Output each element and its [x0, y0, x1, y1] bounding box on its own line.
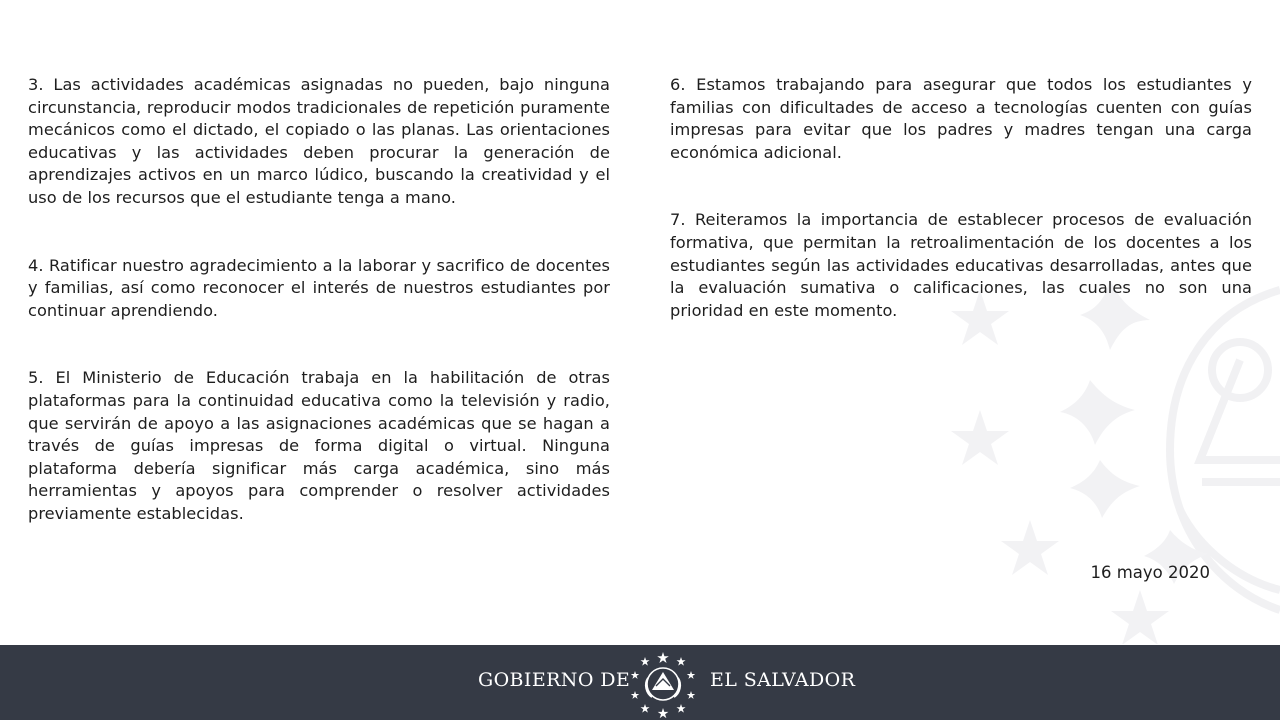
- paragraph-6: 6. Estamos trabajando para asegurar que todos los estudiantes y familias con dificultades de acceso a tecnologías cuenten con guías impresas para evitar que los padres y madres tengan una carga económica adicional.: [670, 75, 1252, 162]
- paragraph-4: 4. Ratificar nuestro agradecimiento a la laborar y sacrifico de docentes y familias, así como reconocer el interés de nuestros estudiantes por continuar aprendiendo.: [28, 255, 610, 320]
- paragraph-5: 5. El Ministerio de Educación trabaja en la habilitación de otras plataformas para la continuidad educativa como la televisión y radio, que servirán de apoyo a las asignaciones académicas que se hagan a través de guías impresas de forma digital o virtual. Ninguna plataforma debería significar más carga académica, sino más herramientas y apoyos para comprender o resolver actividades previamente establecidas.: [28, 368, 610, 523]
- government-footer: [0, 645, 1280, 720]
- footer-text-gobierno: GOBIERNO DE: [478, 669, 631, 691]
- footer-text-el-salvador: EL SALVADOR: [710, 669, 856, 691]
- right-column: [670, 74, 1252, 322]
- paragraph-3: 3. Las actividades académicas asignadas no pueden, bajo ninguna circunstancia, reproducir modos tradicionales de repetición puramente mecánicos como el dictado, el copiado o las planas. Las orientaciones educativas y las actividades deben procurar la generación de aprendizajes activos en un marco lúdico, buscando la creatividad y el uso de los recursos que el estudiante tenga a mano.: [28, 75, 610, 207]
- paragraph-7: 7. Reiteramos la importancia de establecer procesos de evaluación formativa, que permitan la retroalimentación de los docentes a los estudiantes según las actividades educativas desarrolladas, antes que la evaluación sumativa o calificaciones, las cuales no son una prioridad en este momento.: [670, 210, 1252, 320]
- left-column: [28, 74, 610, 526]
- el-salvador-coat-of-arms-icon: [628, 648, 698, 718]
- document-date: 16 mayo 2020: [1090, 563, 1210, 582]
